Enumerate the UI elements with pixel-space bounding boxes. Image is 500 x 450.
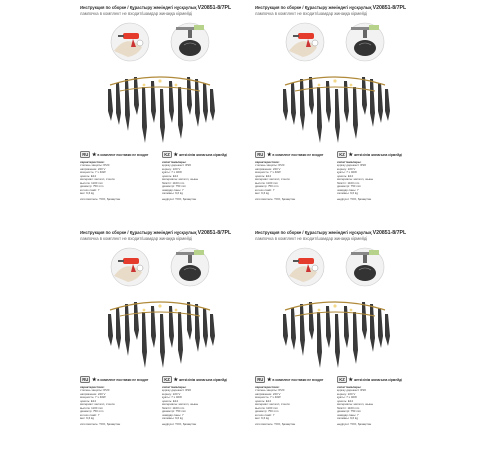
spec-item: напряжение: 220 V (80, 166, 106, 171)
spec-item: степень защиты: IP20 (80, 163, 110, 167)
ceiling-mount-icon (346, 248, 384, 286)
spec-column-right (162, 376, 236, 426)
manufacturer-note: изготовитель: ТОО, Қазақстан (255, 421, 296, 426)
spec-item: материал: металл, стекло (80, 177, 115, 181)
language-badge: RU (80, 151, 90, 158)
spec-item: цоколь: E14 (255, 173, 272, 178)
spec-item: высота: 1100 mm (255, 405, 278, 410)
star-icon: ★ (91, 152, 97, 158)
spec-item: цоколь: E14 (80, 398, 97, 403)
column-header (255, 151, 329, 158)
model-number: V20851-8/7PL (372, 5, 407, 11)
spec-item: материалы: металл, шыны (162, 177, 199, 181)
spec-item: кол-во ламп: 7 (255, 187, 275, 192)
spec-item: степень защиты: IP20 (255, 388, 285, 392)
spec-item: биіктігі: 1100 mm (337, 405, 360, 410)
manufacturer-note: изготовитель: ТОО, Қазақстан (255, 196, 296, 201)
spec-item: биіктігі: 1100 mm (337, 180, 360, 185)
sheet-title (80, 5, 240, 16)
manufacturer-note: өндіруші: ТОО, Қазақстан (337, 421, 372, 426)
column-header (80, 151, 154, 158)
column-header (162, 376, 236, 383)
spec-item: кол-во ламп: 7 (80, 187, 100, 192)
hand-drill-icon (286, 248, 324, 286)
spec-item: степень защиты: IP20 (255, 163, 285, 167)
spec-list (162, 164, 236, 196)
spec-columns (255, 151, 415, 209)
section-title: характеристики: (255, 385, 280, 389)
star-icon: ★ (91, 377, 97, 383)
star-icon: ★ (348, 152, 353, 158)
spec-item: қорғау дәрежесі: IP20 (337, 163, 367, 167)
instruction-sheet (80, 230, 240, 435)
section-title: характеристики: (80, 160, 105, 164)
ceiling-mount-icon (171, 248, 209, 286)
spec-item: напряжение: 220 V (255, 166, 281, 171)
title-text: Инструкция по сборке / Құрастыру жөніндегі нұсқаулық (255, 230, 372, 235)
subtitle-text: лампочка в комплект не входит/шамдар жинаққа кірмейді (255, 11, 368, 17)
section-title: сипаттамалары: (337, 385, 362, 389)
star-icon: ★ (266, 377, 272, 383)
spec-item: салмағы: 9,6 kg (337, 191, 358, 195)
star-icon: ★ (266, 152, 272, 158)
column-header (337, 151, 411, 158)
spec-item: высота: 1100 mm (80, 180, 103, 185)
chandelier-illustration (275, 292, 395, 374)
spec-item: материалы: металл, шыны (337, 177, 374, 181)
header-text: жеткізілім жинағына кірмейді (353, 153, 403, 157)
spec-columns (255, 376, 415, 434)
section-title: сипаттамалары: (162, 385, 187, 389)
column-header (162, 151, 236, 158)
star-icon: ★ (173, 377, 178, 383)
spec-item: диаметрі: 750 mm (162, 184, 187, 188)
hand-drill-icon (286, 23, 324, 61)
spec-item: шамдар саны: 7 (162, 187, 184, 192)
spec-item: биіктігі: 1100 mm (162, 405, 185, 410)
spec-item: высота: 1100 mm (80, 405, 103, 410)
spec-list (80, 164, 154, 196)
subtitle-text: лампочка в комплект не входит/шамдар жинаққа кірмейді (255, 236, 368, 242)
spec-list (80, 389, 154, 421)
spec-item: цоколь: E14 (80, 173, 97, 178)
chandelier-illustration (100, 292, 220, 374)
spec-item: қуаты: 7 x 40W (162, 170, 182, 174)
header-text: жеткізілім жинағына кірмейді (353, 378, 403, 382)
header-text: в комплект поставки не входят (272, 153, 324, 157)
spec-item: қуаты: 7 x 40W (162, 395, 182, 399)
assembly-photos (100, 246, 220, 288)
spec-item: материалы: металл, шыны (337, 402, 374, 406)
hand-drill-icon (111, 248, 149, 286)
instruction-sheet (80, 5, 240, 210)
spec-item: кол-во ламп: 7 (255, 412, 275, 417)
section-title: характеристики: (255, 160, 280, 164)
star-icon: ★ (348, 377, 353, 383)
language-badge: KZ (162, 151, 172, 158)
spec-item: мощность: 7 x 40W (80, 395, 106, 399)
language-badge: KZ (162, 376, 172, 383)
manufacturer-note: изготовитель: ТОО, Қазақстан (80, 421, 121, 426)
assembly-photos (275, 246, 395, 288)
sheet-title (80, 230, 240, 241)
spec-item: вес: 9,6 kg (80, 416, 95, 420)
spec-item: цоколь: E14 (337, 398, 354, 403)
spec-item: вес: 9,6 kg (255, 191, 270, 195)
spec-item: қорғау дәрежесі: IP20 (337, 388, 367, 392)
spec-columns (80, 376, 240, 434)
language-badge: RU (80, 376, 90, 383)
spec-item: вес: 9,6 kg (255, 416, 270, 420)
header-text: жеткізілім жинағына кірмейді (178, 378, 228, 382)
spec-item: высота: 1100 mm (255, 180, 278, 185)
spec-item: материалы: металл, шыны (162, 402, 199, 406)
sheet-title (255, 5, 415, 16)
spec-item: напряжение: 220 V (80, 391, 106, 396)
spec-item: напряжение: 220 V (255, 391, 281, 396)
spec-item: диаметр: 750 mm (255, 184, 279, 188)
spec-list (255, 164, 329, 196)
spec-column-right (162, 151, 236, 201)
spec-item: салмағы: 9,6 kg (337, 416, 358, 420)
ceiling-mount-icon (171, 23, 209, 61)
spec-item: цоколь: E14 (162, 398, 179, 403)
language-badge: RU (255, 151, 265, 158)
spec-item: диаметр: 750 mm (80, 184, 104, 188)
instruction-sheet (255, 5, 415, 210)
spec-columns (80, 151, 240, 209)
header-text: в комплект поставки не входят (272, 378, 324, 382)
spec-item: қорғау дәрежесі: IP20 (162, 163, 192, 167)
spec-item: қуаты: 7 x 40W (337, 395, 357, 399)
header-text: в комплект поставки не входят (97, 153, 149, 157)
subtitle-text: лампочка в комплект не входит/шамдар жинаққа кірмейді (80, 236, 193, 242)
spec-item: кернеу: 220 V (162, 166, 181, 171)
spec-item: кол-во ламп: 7 (80, 412, 100, 417)
spec-item: мощность: 7 x 40W (255, 395, 281, 399)
spec-item: диаметрі: 750 mm (162, 409, 187, 413)
spec-list (162, 389, 236, 421)
spec-item: материал: металл, стекло (255, 402, 290, 406)
spec-list (337, 164, 411, 196)
language-badge: KZ (337, 151, 347, 158)
title-text: Инструкция по сборке / Құрастыру жөніндегі нұсқаулық (80, 230, 197, 235)
spec-column-left (80, 151, 154, 201)
section-title: сипаттамалары: (337, 160, 362, 164)
spec-item: мощность: 7 x 40W (80, 170, 106, 174)
column-header (255, 376, 329, 383)
spec-item: материал: металл, стекло (255, 177, 290, 181)
spec-item: шамдар саны: 7 (337, 412, 359, 417)
manufacturer-note: өндіруші: ТОО, Қазақстан (337, 196, 372, 201)
language-badge: RU (255, 376, 265, 383)
model-number: V20851-8/7PL (197, 230, 232, 236)
title-text: Инструкция по сборке / Құрастыру жөніндегі нұсқаулық (255, 5, 372, 10)
assembly-photos (275, 21, 395, 63)
section-title: характеристики: (80, 385, 105, 389)
spec-item: салмағы: 9,6 kg (162, 416, 183, 420)
spec-column-right (337, 151, 411, 201)
header-text: в комплект поставки не входят (97, 378, 149, 382)
spec-column-left (255, 376, 329, 426)
spec-item: салмағы: 9,6 kg (162, 191, 183, 195)
spec-list (337, 389, 411, 421)
spec-item: кернеу: 220 V (337, 166, 356, 171)
title-text: Инструкция по сборке / Құрастыру жөніндегі нұсқаулық (80, 5, 197, 10)
spec-column-left (80, 376, 154, 426)
language-badge: KZ (337, 376, 347, 383)
assembly-photos (100, 21, 220, 63)
spec-item: кернеу: 220 V (337, 391, 356, 396)
spec-item: биіктігі: 1100 mm (162, 180, 185, 185)
spec-item: цоколь: E14 (162, 173, 179, 178)
chandelier-illustration (100, 67, 220, 149)
manufacturer-note: өндіруші: ТОО, Қазақстан (162, 196, 197, 201)
sheet-title (255, 230, 415, 241)
spec-item: диаметрі: 750 mm (337, 409, 362, 413)
chandelier-illustration (275, 67, 395, 149)
subtitle-text: лампочка в комплект не входит/шамдар жинаққа кірмейді (80, 11, 193, 17)
header-text: жеткізілім жинағына кірмейді (178, 153, 228, 157)
model-number: V20851-8/7PL (372, 230, 407, 236)
spec-list (255, 389, 329, 421)
column-header (80, 376, 154, 383)
hand-drill-icon (111, 23, 149, 61)
column-header (337, 376, 411, 383)
spec-item: материал: металл, стекло (80, 402, 115, 406)
spec-item: кернеу: 220 V (162, 391, 181, 396)
star-icon: ★ (173, 152, 178, 158)
spec-item: шамдар саны: 7 (162, 412, 184, 417)
spec-column-right (337, 376, 411, 426)
spec-item: степень защиты: IP20 (80, 388, 110, 392)
spec-item: шамдар саны: 7 (337, 187, 359, 192)
spec-item: қорғау дәрежесі: IP20 (162, 388, 192, 392)
spec-item: диаметрі: 750 mm (337, 184, 362, 188)
spec-item: вес: 9,6 kg (80, 191, 95, 195)
spec-item: диаметр: 750 mm (80, 409, 104, 413)
manufacturer-note: изготовитель: ТОО, Қазақстан (80, 196, 121, 201)
manufacturer-note: өндіруші: ТОО, Қазақстан (162, 421, 197, 426)
spec-item: цоколь: E14 (337, 173, 354, 178)
spec-column-left (255, 151, 329, 201)
spec-item: қуаты: 7 x 40W (337, 170, 357, 174)
instruction-sheet (255, 230, 415, 435)
section-title: сипаттамалары: (162, 160, 187, 164)
spec-item: мощность: 7 x 40W (255, 170, 281, 174)
spec-item: диаметр: 750 mm (255, 409, 279, 413)
ceiling-mount-icon (346, 23, 384, 61)
model-number: V20851-8/7PL (197, 5, 232, 11)
spec-item: цоколь: E14 (255, 398, 272, 403)
